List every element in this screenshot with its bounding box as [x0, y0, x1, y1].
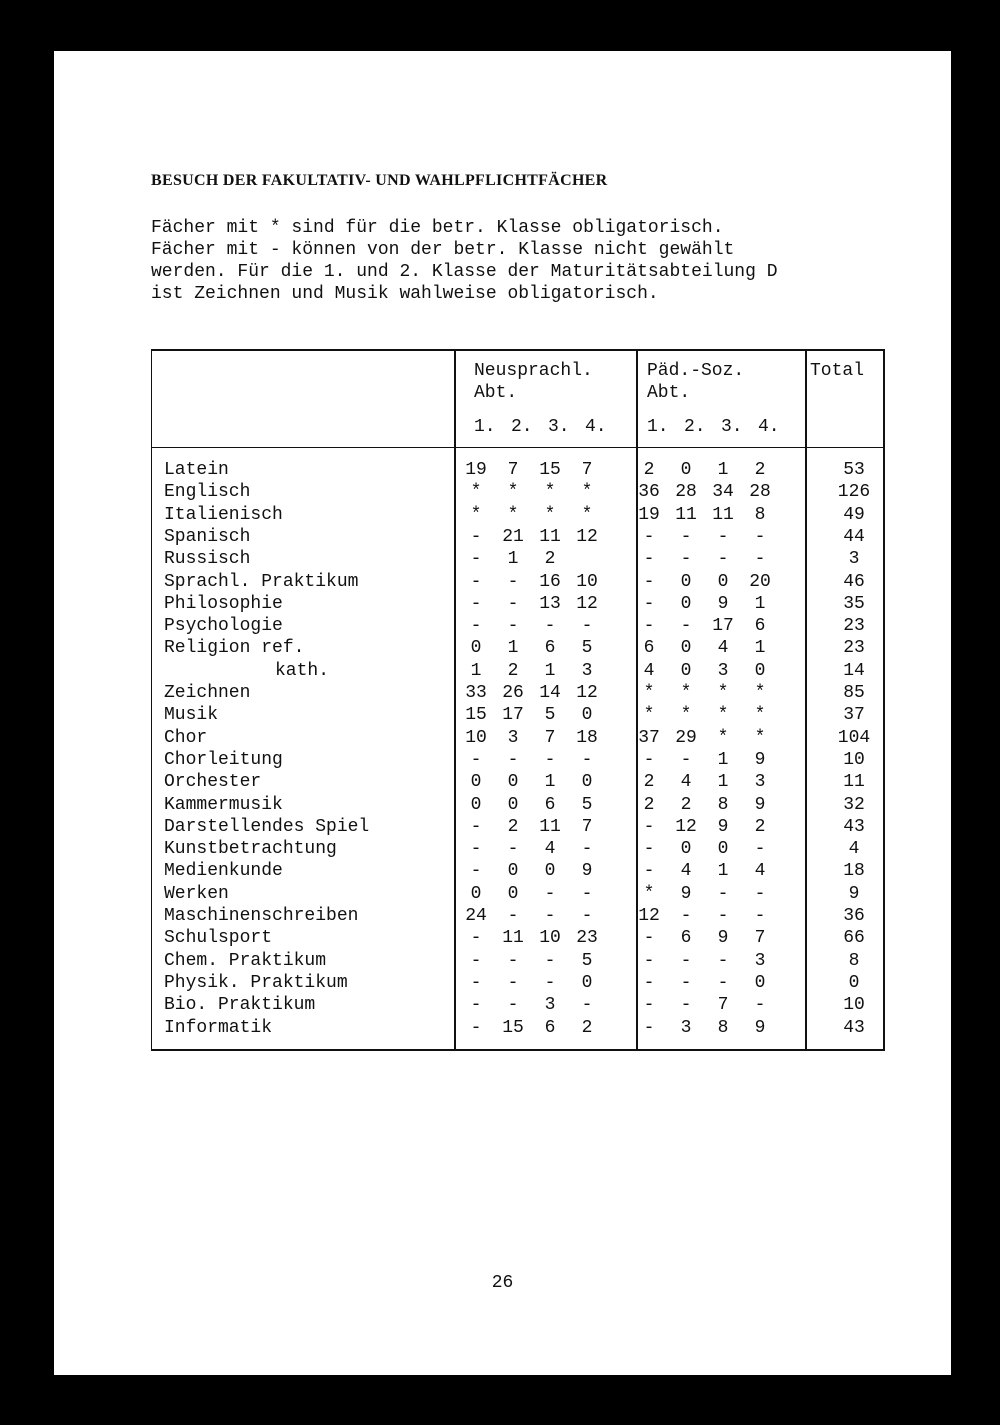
- paed-soz-class-2-value: *: [680, 683, 692, 703]
- neusprachl-class-4-value: *: [581, 482, 593, 503]
- paed-soz-class-3-value: 0: [717, 839, 729, 860]
- paed-soz-class-4-value: *: [754, 705, 766, 726]
- intro-line: Fächer mit * sind für die betr. Klasse obligatorisch.: [151, 218, 724, 238]
- row-total: 104: [837, 727, 871, 748]
- paed-soz-class-2-value: -: [680, 995, 692, 1016]
- neusprachl-class-2-value: -: [507, 616, 519, 637]
- paed-soz-class-4-value: 4: [754, 861, 766, 882]
- row-subject: Maschinenschreiben: [164, 906, 359, 926]
- row-subject: Informatik: [164, 1017, 273, 1038]
- paed-soz-class-2-value: -: [680, 972, 692, 993]
- neusprachl-class-1-value: -: [470, 861, 482, 882]
- neusprachl-class-2-value: 2: [507, 816, 519, 837]
- paed-soz-class-4-value: 28: [749, 482, 771, 503]
- neusprachl-class-3-value: -: [544, 950, 556, 971]
- table-border-right: [883, 349, 885, 1051]
- group2-class-1: 1.: [647, 417, 669, 437]
- enrollment-table: [151, 349, 885, 1051]
- row-subject: Musik: [164, 705, 219, 726]
- row-subject: Schulsport: [164, 928, 273, 949]
- paed-soz-class-1-value: -: [643, 972, 655, 993]
- paed-soz-class-1-value: 2: [643, 794, 655, 815]
- paed-soz-class-3-value: 17: [712, 616, 734, 637]
- row-subject: Darstellendes Spiel: [164, 816, 370, 837]
- row-subject: Medienkunde: [164, 861, 283, 882]
- neusprachl-class-3-value: *: [544, 482, 556, 503]
- paed-soz-class-4-value: -: [754, 839, 766, 860]
- neusprachl-class-1-value: 24: [465, 906, 487, 926]
- row-subject: kath.: [275, 660, 330, 681]
- paed-soz-class-4-value: 6: [754, 616, 766, 637]
- row-subject: Kunstbetrachtung: [164, 839, 337, 860]
- paed-soz-class-1-value: 36: [638, 482, 660, 503]
- neusprachl-class-3-value: 11: [539, 816, 561, 837]
- paed-soz-class-2-value: 12: [675, 816, 697, 837]
- neusprachl-class-2-value: -: [507, 593, 519, 614]
- row-subject: Bio. Praktikum: [164, 995, 316, 1016]
- paed-soz-class-3-value: -: [717, 906, 729, 926]
- neusprachl-class-1-value: 0: [470, 638, 482, 659]
- neusprachl-class-1-value: -: [470, 1017, 482, 1038]
- paed-soz-class-3-value: 1: [717, 772, 729, 793]
- group1-header: Neusprachl.: [474, 361, 593, 381]
- paed-soz-class-3-value: 9: [717, 816, 729, 837]
- row-total: 44: [843, 526, 865, 547]
- row-total: 53: [843, 460, 865, 480]
- row-total: 9: [848, 883, 860, 904]
- paed-soz-class-2-value: 28: [675, 482, 697, 503]
- row-subject: Sprachl. Praktikum: [164, 571, 359, 592]
- header-divider: [151, 447, 885, 448]
- neusprachl-class-2-value: -: [507, 906, 519, 926]
- paed-soz-class-1-value: *: [643, 705, 655, 726]
- neusprachl-class-3-value: 6: [544, 638, 556, 659]
- neusprachl-class-4-value: -: [581, 906, 593, 926]
- paed-soz-class-2-value: 0: [680, 593, 692, 614]
- neusprachl-class-4-value: -: [581, 995, 593, 1016]
- page-title: BESUCH DER FAKULTATIV- UND WAHLPFLICHTFÄCHER: [151, 172, 608, 189]
- neusprachl-class-4-value: 0: [581, 772, 593, 793]
- neusprachl-class-4-value: 12: [576, 526, 598, 547]
- row-total: 35: [843, 593, 865, 614]
- row-total: 14: [843, 660, 865, 681]
- paed-soz-class-4-value: 1: [754, 638, 766, 659]
- row-total: 126: [837, 482, 871, 503]
- neusprachl-class-4-value: 18: [576, 727, 598, 748]
- paed-soz-class-1-value: -: [643, 928, 655, 949]
- paed-soz-class-3-value: *: [717, 705, 729, 726]
- row-subject: Englisch: [164, 482, 251, 503]
- neusprachl-class-4-value: 5: [581, 638, 593, 659]
- paed-soz-class-4-value: *: [754, 683, 766, 703]
- neusprachl-class-3-value: *: [544, 504, 556, 525]
- paed-soz-class-2-value: -: [680, 549, 692, 570]
- paed-soz-class-2-value: 0: [680, 638, 692, 659]
- neusprachl-class-3-value: 10: [539, 928, 561, 949]
- row-total: 85: [843, 683, 865, 703]
- paed-soz-class-2-value: 3: [680, 1017, 692, 1038]
- neusprachl-class-1-value: -: [470, 839, 482, 860]
- neusprachl-class-3-value: 4: [544, 839, 556, 860]
- paed-soz-class-1-value: 6: [643, 638, 655, 659]
- neusprachl-class-3-value: -: [544, 616, 556, 637]
- table-border-top: [151, 349, 885, 351]
- neusprachl-class-4-value: 5: [581, 794, 593, 815]
- row-total: 0: [848, 972, 860, 993]
- paed-soz-class-3-value: -: [717, 883, 729, 904]
- paed-soz-class-3-value: 34: [712, 482, 734, 503]
- neusprachl-class-3-value: -: [544, 972, 556, 993]
- intro-paragraph: [151, 217, 876, 305]
- row-total: 10: [843, 749, 865, 770]
- neusprachl-class-2-value: 11: [502, 928, 524, 949]
- paed-soz-class-3-value: 3: [717, 660, 729, 681]
- neusprachl-class-4-value: *: [581, 504, 593, 525]
- neusprachl-class-2-value: -: [507, 749, 519, 770]
- neusprachl-class-1-value: 15: [465, 705, 487, 726]
- neusprachl-class-3-value: 15: [539, 460, 561, 480]
- paed-soz-class-2-value: 0: [680, 571, 692, 592]
- paed-soz-class-4-value: 3: [754, 772, 766, 793]
- neusprachl-class-2-value: 1: [507, 638, 519, 659]
- paed-soz-class-4-value: -: [754, 883, 766, 904]
- neusprachl-class-1-value: 10: [465, 727, 487, 748]
- neusprachl-class-4-value: 0: [581, 705, 593, 726]
- paed-soz-class-1-value: 2: [643, 772, 655, 793]
- row-subject: Werken: [164, 883, 229, 904]
- neusprachl-class-4-value: 2: [581, 1017, 593, 1038]
- paed-soz-class-1-value: -: [643, 571, 655, 592]
- neusprachl-class-4-value: -: [581, 883, 593, 904]
- paed-soz-class-2-value: 4: [680, 861, 692, 882]
- paed-soz-class-4-value: 3: [754, 950, 766, 971]
- neusprachl-class-2-value: 1: [507, 549, 519, 570]
- paed-soz-class-3-value: *: [717, 683, 729, 703]
- paed-soz-class-2-value: 9: [680, 883, 692, 904]
- row-total: 23: [843, 638, 865, 659]
- neusprachl-class-3-value: -: [544, 906, 556, 926]
- neusprachl-class-2-value: -: [507, 950, 519, 971]
- paed-soz-class-2-value: 6: [680, 928, 692, 949]
- paed-soz-class-2-value: *: [680, 705, 692, 726]
- paed-soz-class-1-value: -: [643, 1017, 655, 1038]
- neusprachl-class-4-value: -: [581, 616, 593, 637]
- neusprachl-class-1-value: -: [470, 972, 482, 993]
- paed-soz-class-1-value: -: [643, 950, 655, 971]
- row-subject: Kammermusik: [164, 794, 283, 815]
- row-subject: Philosophie: [164, 593, 283, 614]
- intro-line: werden. Für die 1. und 2. Klasse der Maturitätsabteilung D: [151, 262, 778, 282]
- neusprachl-class-4-value: 12: [576, 593, 598, 614]
- paed-soz-class-1-value: 4: [643, 660, 655, 681]
- row-subject: Chor: [164, 727, 208, 748]
- group1-class-2: 2.: [511, 417, 533, 437]
- neusprachl-class-1-value: -: [470, 571, 482, 592]
- row-total: 8: [848, 950, 860, 971]
- total-header: Total: [810, 361, 865, 381]
- neusprachl-class-1-value: -: [470, 526, 482, 547]
- paed-soz-class-4-value: 0: [754, 972, 766, 993]
- group1-class-4: 4.: [585, 417, 607, 437]
- neusprachl-class-3-value: 6: [544, 1017, 556, 1038]
- paed-soz-class-1-value: -: [643, 816, 655, 837]
- row-total: 4: [848, 839, 860, 860]
- row-subject: Religion ref.: [164, 638, 305, 659]
- neusprachl-class-4-value: 7: [581, 460, 593, 480]
- neusprachl-class-2-value: 0: [507, 861, 519, 882]
- neusprachl-class-2-value: 26: [502, 683, 524, 703]
- group1-class-3: 3.: [548, 417, 570, 437]
- row-total: 11: [843, 772, 865, 793]
- neusprachl-class-2-value: 17: [502, 705, 524, 726]
- neusprachl-class-4-value: -: [581, 749, 593, 770]
- neusprachl-class-2-value: 21: [502, 526, 524, 547]
- paed-soz-class-4-value: 2: [754, 816, 766, 837]
- paed-soz-class-1-value: -: [643, 549, 655, 570]
- paed-soz-class-4-value: 2: [754, 460, 766, 480]
- table-border-left: [151, 349, 152, 1051]
- neusprachl-class-1-value: -: [470, 616, 482, 637]
- neusprachl-class-2-value: 0: [507, 772, 519, 793]
- neusprachl-class-4-value: 23: [576, 928, 598, 949]
- paed-soz-class-1-value: -: [643, 593, 655, 614]
- neusprachl-class-3-value: 16: [539, 571, 561, 592]
- row-total: 10: [843, 995, 865, 1016]
- paed-soz-class-3-value: 8: [717, 1017, 729, 1038]
- neusprachl-class-3-value: -: [544, 749, 556, 770]
- paed-soz-class-4-value: 9: [754, 1017, 766, 1038]
- neusprachl-class-1-value: 1: [470, 660, 482, 681]
- paed-soz-class-3-value: -: [717, 526, 729, 547]
- row-subject: Chorleitung: [164, 749, 283, 770]
- neusprachl-class-2-value: -: [507, 571, 519, 592]
- neusprachl-class-1-value: 33: [465, 683, 487, 703]
- paed-soz-class-1-value: 19: [638, 504, 660, 525]
- group2-class-2: 2.: [684, 417, 706, 437]
- paed-soz-class-2-value: -: [680, 906, 692, 926]
- row-total: 18: [843, 861, 865, 882]
- neusprachl-class-4-value: 12: [576, 683, 598, 703]
- row-subject: Physik. Praktikum: [164, 972, 348, 993]
- group1-header-abt: Abt.: [474, 383, 518, 403]
- paed-soz-class-3-value: 1: [717, 861, 729, 882]
- paed-soz-class-3-value: 9: [717, 593, 729, 614]
- column-divider: [454, 349, 456, 1051]
- paed-soz-class-2-value: 0: [680, 660, 692, 681]
- page-number: 26: [491, 1273, 514, 1293]
- neusprachl-class-4-value: 10: [576, 571, 598, 592]
- neusprachl-class-1-value: -: [470, 816, 482, 837]
- paed-soz-class-3-value: 8: [717, 794, 729, 815]
- neusprachl-class-4-value: 0: [581, 972, 593, 993]
- paed-soz-class-4-value: -: [754, 526, 766, 547]
- row-subject: Chem. Praktikum: [164, 950, 327, 971]
- paed-soz-class-3-value: 11: [712, 504, 734, 525]
- paed-soz-class-2-value: -: [680, 950, 692, 971]
- neusprachl-class-3-value: 11: [539, 526, 561, 547]
- paed-soz-class-2-value: -: [680, 616, 692, 637]
- neusprachl-class-4-value: 7: [581, 816, 593, 837]
- intro-line: ist Zeichnen und Musik wahlweise obligatorisch.: [151, 284, 659, 304]
- paed-soz-class-4-value: 7: [754, 928, 766, 949]
- table-border-bottom: [151, 1049, 885, 1051]
- neusprachl-class-3-value: 14: [539, 683, 561, 703]
- row-subject: Zeichnen: [164, 683, 251, 703]
- paed-soz-class-1-value: 2: [643, 460, 655, 480]
- row-total: 23: [843, 616, 865, 637]
- neusprachl-class-1-value: 0: [470, 772, 482, 793]
- paed-soz-class-1-value: 12: [638, 906, 660, 926]
- group2-header: Päd.-Soz.: [647, 361, 745, 381]
- group2-class-3: 3.: [721, 417, 743, 437]
- row-total: 37: [843, 705, 865, 726]
- neusprachl-class-3-value: 1: [544, 660, 556, 681]
- paed-soz-class-3-value: -: [717, 549, 729, 570]
- row-total: 46: [843, 571, 865, 592]
- paed-soz-class-4-value: -: [754, 549, 766, 570]
- neusprachl-class-1-value: *: [470, 504, 482, 525]
- neusprachl-class-2-value: 2: [507, 660, 519, 681]
- neusprachl-class-2-value: -: [507, 972, 519, 993]
- neusprachl-class-2-value: 3: [507, 727, 519, 748]
- paed-soz-class-2-value: -: [680, 526, 692, 547]
- paed-soz-class-3-value: -: [717, 950, 729, 971]
- row-total: 43: [843, 1017, 865, 1038]
- paed-soz-class-3-value: 9: [717, 928, 729, 949]
- paed-soz-class-3-value: 1: [717, 460, 729, 480]
- row-total: 66: [843, 928, 865, 949]
- paed-soz-class-3-value: -: [717, 972, 729, 993]
- neusprachl-class-2-value: 0: [507, 794, 519, 815]
- paed-soz-class-3-value: 1: [717, 749, 729, 770]
- neusprachl-class-3-value: -: [544, 883, 556, 904]
- paed-soz-class-4-value: *: [754, 727, 766, 748]
- paed-soz-class-4-value: 20: [749, 571, 771, 592]
- column-divider: [805, 349, 807, 1051]
- paed-soz-class-4-value: 8: [754, 504, 766, 525]
- neusprachl-class-1-value: -: [470, 549, 482, 570]
- neusprachl-class-1-value: -: [470, 749, 482, 770]
- group2-class-4: 4.: [758, 417, 780, 437]
- paed-soz-class-1-value: 37: [638, 727, 660, 748]
- group1-class-1: 1.: [474, 417, 496, 437]
- paed-soz-class-2-value: 2: [680, 794, 692, 815]
- row-total: 49: [843, 504, 865, 525]
- neusprachl-class-2-value: -: [507, 995, 519, 1016]
- neusprachl-class-2-value: 15: [502, 1017, 524, 1038]
- row-subject: Spanisch: [164, 526, 251, 547]
- paed-soz-class-1-value: -: [643, 861, 655, 882]
- row-subject: Italienisch: [164, 504, 283, 525]
- neusprachl-class-1-value: *: [470, 482, 482, 503]
- paed-soz-class-1-value: -: [643, 526, 655, 547]
- neusprachl-class-3-value: 7: [544, 727, 556, 748]
- row-subject: Russisch: [164, 549, 251, 570]
- neusprachl-class-4-value: -: [581, 839, 593, 860]
- paed-soz-class-4-value: 0: [754, 660, 766, 681]
- row-total: 3: [848, 549, 860, 570]
- paed-soz-class-1-value: -: [643, 616, 655, 637]
- neusprachl-class-2-value: *: [507, 504, 519, 525]
- neusprachl-class-3-value: 6: [544, 794, 556, 815]
- neusprachl-class-3-value: 13: [539, 593, 561, 614]
- row-subject: Latein: [164, 460, 229, 480]
- paed-soz-class-1-value: -: [643, 995, 655, 1016]
- neusprachl-class-2-value: 7: [507, 460, 519, 480]
- neusprachl-class-3-value: 3: [544, 995, 556, 1016]
- paed-soz-class-4-value: 9: [754, 794, 766, 815]
- paed-soz-class-2-value: -: [680, 749, 692, 770]
- paed-soz-class-4-value: -: [754, 906, 766, 926]
- paed-soz-class-3-value: 4: [717, 638, 729, 659]
- group2-header-abt: Abt.: [647, 383, 691, 403]
- neusprachl-class-3-value: 0: [544, 861, 556, 882]
- neusprachl-class-2-value: *: [507, 482, 519, 503]
- neusprachl-class-2-value: 0: [507, 883, 519, 904]
- paed-soz-class-4-value: 1: [754, 593, 766, 614]
- paed-soz-class-2-value: 0: [680, 839, 692, 860]
- paed-soz-class-4-value: -: [754, 995, 766, 1016]
- neusprachl-class-1-value: 0: [470, 794, 482, 815]
- paed-soz-class-2-value: 29: [675, 727, 697, 748]
- intro-line: Fächer mit - können von der betr. Klasse nicht gewählt: [151, 240, 735, 260]
- neusprachl-class-4-value: 5: [581, 950, 593, 971]
- paed-soz-class-2-value: 4: [680, 772, 692, 793]
- neusprachl-class-1-value: 0: [470, 883, 482, 904]
- neusprachl-class-2-value: -: [507, 839, 519, 860]
- neusprachl-class-3-value: 2: [544, 549, 556, 570]
- neusprachl-class-4-value: 3: [581, 660, 593, 681]
- neusprachl-class-1-value: -: [470, 593, 482, 614]
- row-total: 36: [843, 906, 865, 926]
- neusprachl-class-3-value: 5: [544, 705, 556, 726]
- paed-soz-class-4-value: 9: [754, 749, 766, 770]
- neusprachl-class-1-value: -: [470, 928, 482, 949]
- neusprachl-class-1-value: -: [470, 950, 482, 971]
- neusprachl-class-1-value: 19: [465, 460, 487, 480]
- paed-soz-class-3-value: 0: [717, 571, 729, 592]
- paed-soz-class-3-value: 7: [717, 995, 729, 1016]
- row-total: 32: [843, 794, 865, 815]
- paed-soz-class-1-value: -: [643, 839, 655, 860]
- neusprachl-class-3-value: 1: [544, 772, 556, 793]
- paed-soz-class-2-value: 0: [680, 460, 692, 480]
- neusprachl-class-1-value: -: [470, 995, 482, 1016]
- paed-soz-class-3-value: *: [717, 727, 729, 748]
- paed-soz-class-2-value: 11: [675, 504, 697, 525]
- document-page: [54, 51, 951, 1375]
- neusprachl-class-4-value: 9: [581, 861, 593, 882]
- row-total: 43: [843, 816, 865, 837]
- row-subject: Psychologie: [164, 616, 283, 637]
- row-subject: Orchester: [164, 772, 262, 793]
- paed-soz-class-1-value: *: [643, 683, 655, 703]
- paed-soz-class-1-value: *: [643, 883, 655, 904]
- paed-soz-class-1-value: -: [643, 749, 655, 770]
